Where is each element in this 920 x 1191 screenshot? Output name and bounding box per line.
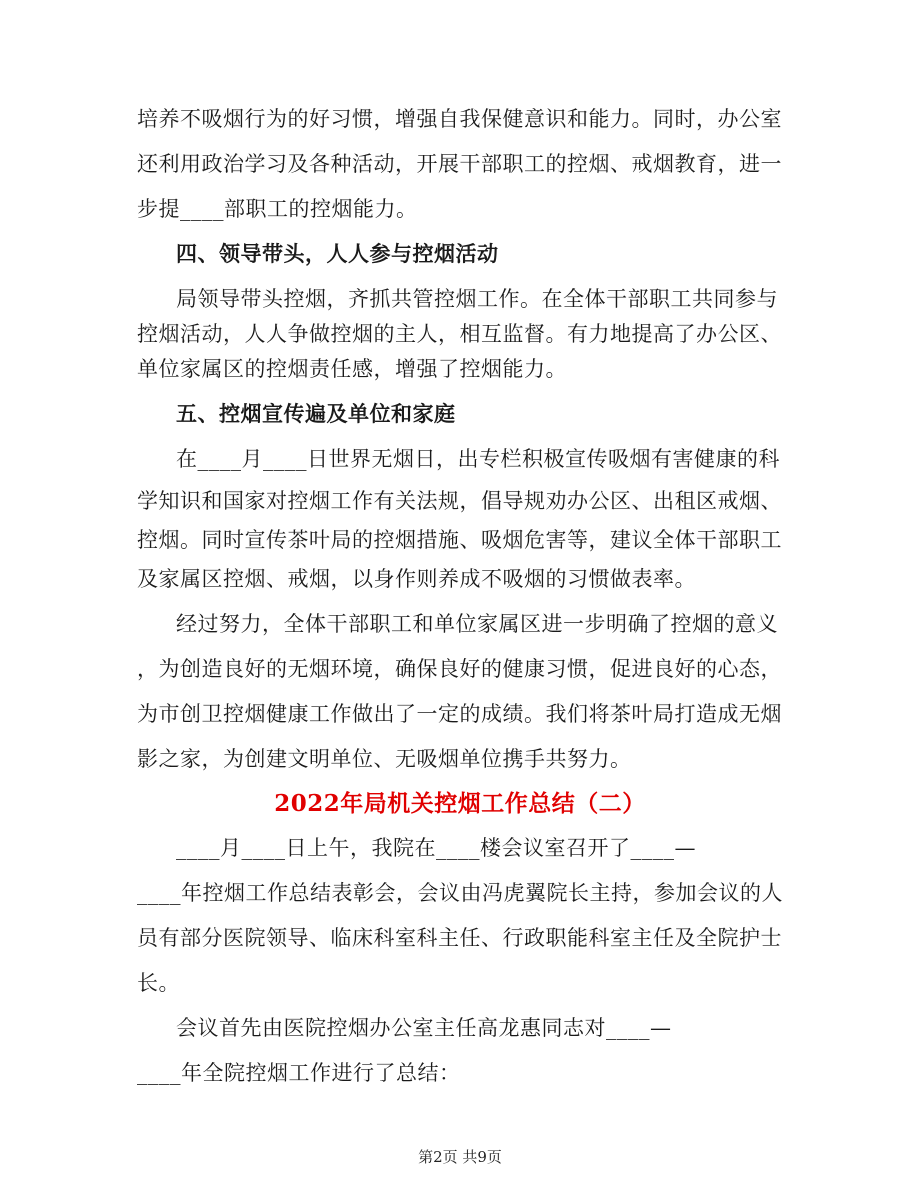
body-text-line: ____年控烟工作总结表彰会，会议由冯虎翼院长主持，参加会议的人 xyxy=(137,881,783,905)
body-text-line: 长。 xyxy=(137,971,180,995)
body-text-line: 局领导带头控烟，齐抓共管控烟工作。在全体干部职工共同参与 xyxy=(176,287,778,311)
body-text-line: 影之家，为创建文明单位、无吸烟单位携手共努力。 xyxy=(137,747,632,771)
body-text-line: 经过努力，全体干部职工和单位家属区进一步明确了控烟的意义 xyxy=(176,612,778,636)
page-number: 第2页 共9页 xyxy=(418,1148,502,1166)
body-text-line: 学知识和国家对控烟工作有关法规，倡导规劝办公区、出租区戒烟、 xyxy=(137,489,782,513)
body-text-line: 为市创卫控烟健康工作做出了一定的成绩。我们将茶叶局打造成无烟 xyxy=(137,702,782,726)
body-text-line: 单位家属区的控烟责任感，增强了控烟能力。 xyxy=(137,357,567,381)
body-text-line: 控烟活动，人人争做控烟的主人，相互监督。有力地提高了办公区、 xyxy=(137,322,782,346)
body-text-line: 在____月____日世界无烟日，出专栏积极宣传吸烟有害健康的科 xyxy=(176,447,780,471)
body-text-line: 培养不吸烟行为的好习惯，增强自我保健意识和能力。同时，办公室 xyxy=(137,107,782,131)
body-text-line: 会议首先由医院控烟办公室主任高龙惠同志对____— xyxy=(176,1016,672,1040)
body-text-line: 员有部分医院领导、临床科室科主任、行政职能科室主任及全院护士 xyxy=(137,926,782,950)
section-heading-5: 五、控烟宣传遍及单位和家庭 xyxy=(176,401,456,426)
body-text-line: ，为创造良好的无烟环境，确保良好的健康习惯，促进良好的心态， xyxy=(137,657,782,681)
body-text-line: 及家属区控烟、戒烟，以身作则养成不吸烟的习惯做表率。 xyxy=(137,567,696,591)
body-text-line: 还利用政治学习及各种活动，开展干部职工的控烟、戒烟教育，进一 xyxy=(137,152,782,176)
body-text-line: 步提____部职工的控烟能力。 xyxy=(137,197,418,221)
body-text-line: ____年全院控烟工作进行了总结： xyxy=(137,1061,461,1085)
body-text-line: ____月____日上午，我院在____楼会议室召开了____— xyxy=(176,836,696,860)
section-heading-4: 四、领导带头，人人参与控烟活动 xyxy=(176,241,499,266)
section-title: 2022年局机关控烟工作总结（二） xyxy=(274,790,646,817)
body-text-line: 控烟。同时宣传茶叶局的控烟措施、吸烟危害等，建议全体干部职工 xyxy=(137,528,782,552)
